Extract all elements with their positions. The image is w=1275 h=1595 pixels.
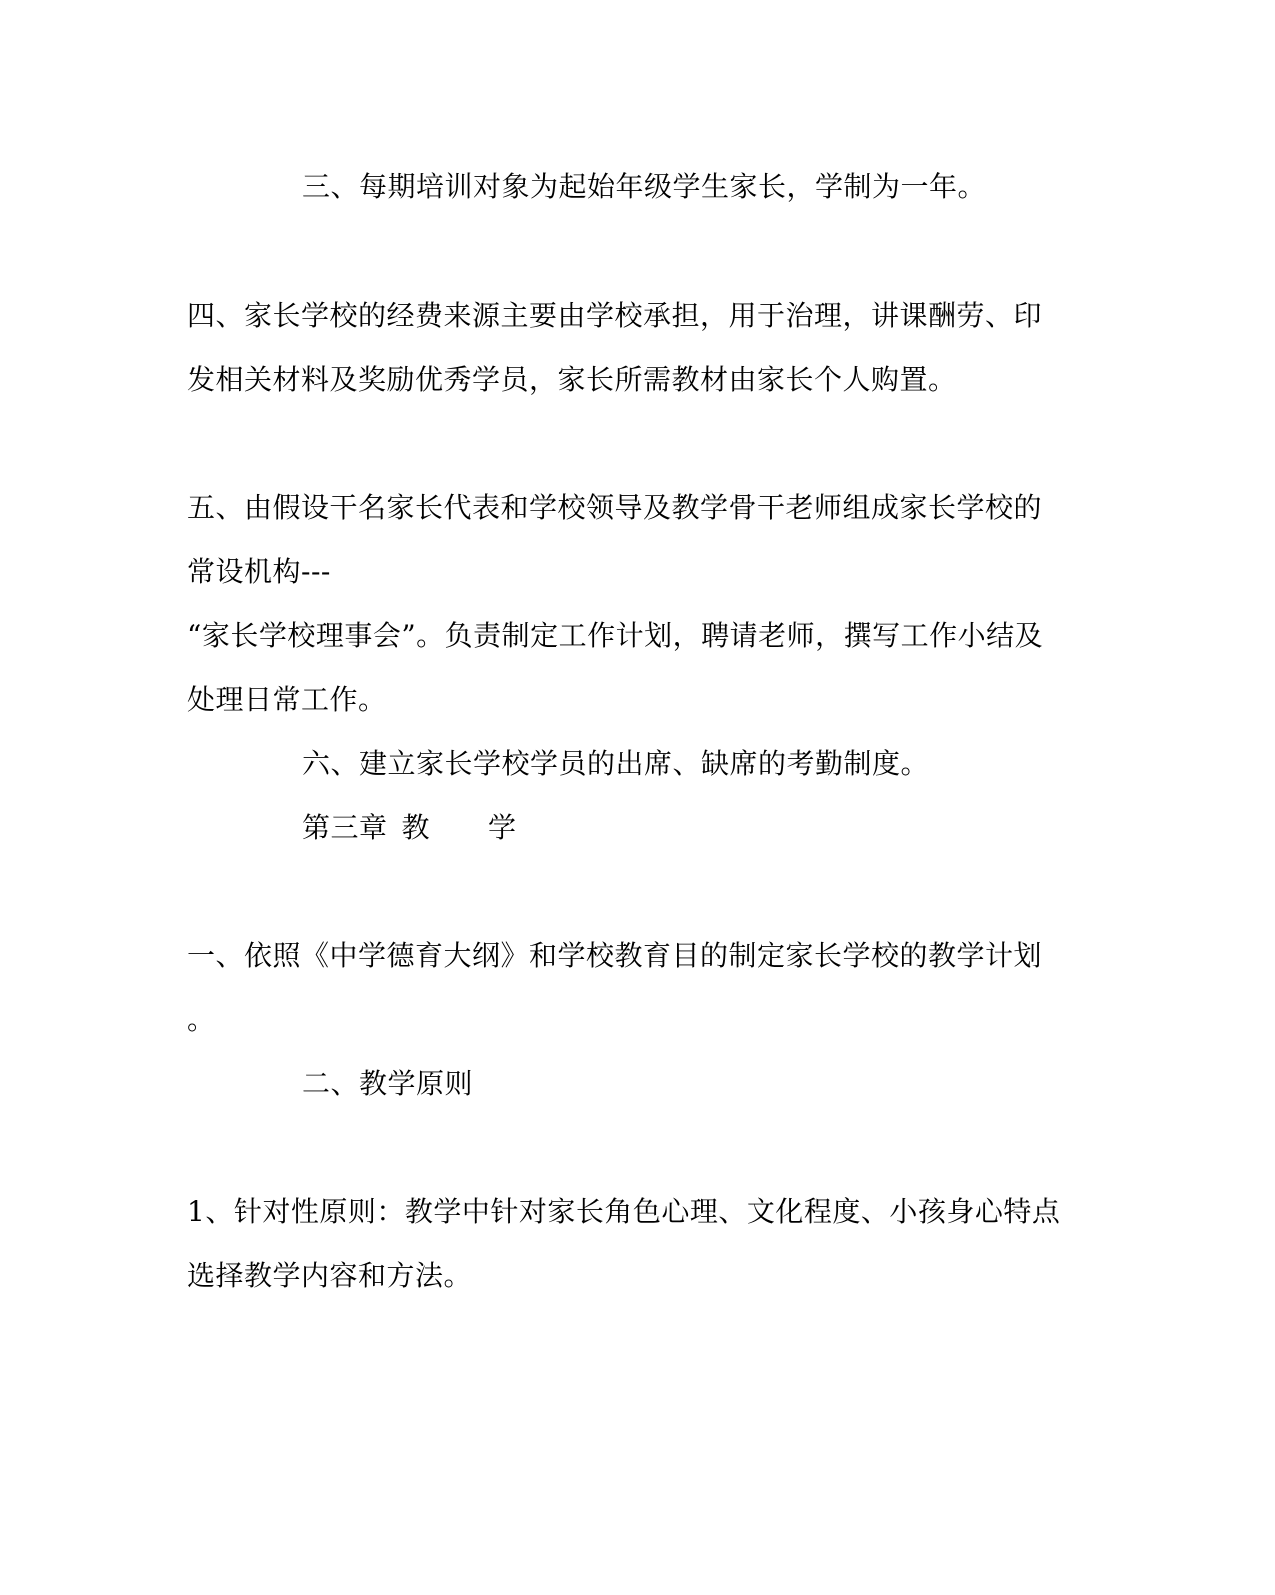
paragraph-line: 一、依照《中学德育大纲》和学校教育目的制定家长学校的教学计划: [187, 939, 1043, 972]
paragraph-line: 常设机构---: [187, 555, 331, 588]
paragraph-line: 1、针对性原则：教学中针对家长角色心理、文化程度、小孩身心特点: [187, 1195, 1061, 1228]
chapter-number: 第三章: [302, 811, 388, 844]
paragraph-line: 处理日常工作。: [187, 683, 387, 716]
paragraph-line: 选择教学内容和方法。: [187, 1259, 473, 1292]
chapter-heading: [302, 811, 517, 845]
section-heading: 二、教学原则: [302, 1067, 474, 1100]
paragraph-line: 五、由假设干名家长代表和学校领导及教学骨干老师组成家长学校的: [187, 491, 1043, 524]
paragraph-line: “家长学校理事会”。负责制定工作计划，聘请老师，撰写工作小结及: [187, 619, 1044, 652]
paragraph-line: 六、建立家长学校学员的出席、缺席的考勤制度。: [302, 747, 930, 780]
paragraph-line: 三、每期培训对象为起始年级学生家长，学制为一年。: [302, 170, 987, 203]
paragraph-line: 发相关材料及奖励优秀学员，家长所需教材由家长个人购置。: [187, 363, 957, 396]
paragraph-line: 四、家长学校的经费来源主要由学校承担，用于治理，讲课酬劳、印: [187, 299, 1043, 332]
chapter-title-part: 学: [488, 811, 517, 844]
paragraph-line: 。: [187, 1003, 216, 1036]
chapter-title-part: 教: [401, 811, 431, 844]
